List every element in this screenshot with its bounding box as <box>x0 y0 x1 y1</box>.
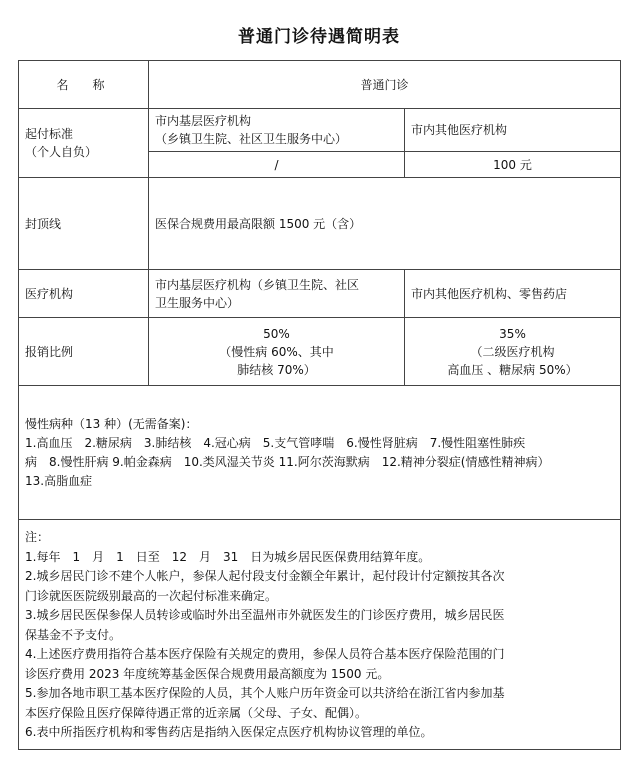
ratio-other-line3: 高血压 、糖尿病 50%） <box>447 362 578 377</box>
deductible-basic-value: / <box>274 157 279 172</box>
table-row-chronic <box>19 386 621 520</box>
institution-basic-line1: 市内基层医疗机构（乡镇卫生院、社区 <box>155 277 360 292</box>
note-item: 6.表中所指医疗机构和零售药店是指纳入医保定点医疗机构协议管理的单位。 <box>25 725 433 740</box>
deductible-label-line2: （个人自负） <box>25 145 98 159</box>
ratio-basic-cell <box>149 318 405 386</box>
header-plan-cell <box>149 61 621 109</box>
cap-label-cell <box>19 178 149 270</box>
deductible-basic-value-cell <box>149 152 405 178</box>
note-item: 3.城乡居民医保参保人员转诊或临时外出至温州市外就医发生的门诊医疗费用，城乡居民医 <box>25 608 505 623</box>
note-item: 4.上述医疗费用指符合基本医疗保险有关规定的费用，参保人员符合基本医疗保险范围的门 <box>25 647 505 662</box>
ratio-basic-line2: （慢性病 60%、其中 <box>219 344 334 359</box>
chronic-cell <box>19 386 621 520</box>
cap-value-cell <box>149 178 621 270</box>
note-item: 2.城乡居民门诊不建个人帐户，参保人起付段支付金额全年累计，起付段计付定额按其各次 <box>25 569 505 584</box>
cap-label: 封顶线 <box>25 216 62 231</box>
note-item: 5.参加各地市职工基本医疗保险的人员，其个人账户历年资金可以共济给在浙江省内参加基 <box>25 686 505 701</box>
ratio-other-line1: 35% <box>499 326 526 341</box>
table-row-ratio <box>19 318 621 386</box>
note-item: 诊医疗费用 2023 年度统筹基金医保合规费用最高额度为 1500 元。 <box>25 666 390 681</box>
deductible-other-value: 100 元 <box>493 157 532 172</box>
institution-other: 市内其他医疗机构、零售药店 <box>411 286 568 301</box>
deductible-basic-line1: 市内基层医疗机构 <box>155 114 252 128</box>
deductible-basic-cell <box>149 109 405 152</box>
chronic-heading: 慢性病种（13 种）(无需备案)： <box>25 416 198 431</box>
institution-label: 医疗机构 <box>25 286 74 301</box>
note-item: 保基金不予支付。 <box>25 627 122 642</box>
table-row-notes <box>19 520 621 750</box>
ratio-other-cell <box>405 318 621 386</box>
deductible-other-label: 市内其他医疗机构 <box>411 123 508 137</box>
institution-label-cell <box>19 270 149 318</box>
header-name-cell <box>19 61 149 109</box>
header-plan-label: 普通门诊 <box>360 77 409 92</box>
table-row-institution <box>19 270 621 318</box>
ratio-label-cell <box>19 318 149 386</box>
note-item: 1.每年 1 月 1 日至 12 月 31 日为城乡居民医保费用结算年度。 <box>25 549 431 564</box>
notes-heading: 注： <box>25 530 50 545</box>
table-row-cap <box>19 178 621 270</box>
ratio-other-line2: （二级医疗机构 <box>470 344 555 359</box>
chronic-line1: 1.高血压 2.糖尿病 3.肺结核 4.冠心病 5.支气管哮喘 6.慢性肾脏病 7.慢性阻塞性肺疾 <box>25 435 526 450</box>
header-name-label: 名 称 <box>56 77 111 92</box>
notes-cell <box>19 520 621 750</box>
ratio-basic-line1: 50% <box>263 326 290 341</box>
table-row-header <box>19 61 621 109</box>
chronic-line2: 病 8.慢性肝病 9.帕金森病 10.类风湿关节炎 11.阿尔茨海默病 12.精神分裂症(情感性精神病） <box>25 454 550 469</box>
chronic-line3: 13.高脂血症 <box>25 473 93 488</box>
deductible-other-cell <box>405 109 621 152</box>
table-row-deductible <box>19 109 621 152</box>
deductible-other-value-cell <box>405 152 621 178</box>
deductible-label-cell <box>19 109 149 178</box>
institution-basic-line2: 卫生服务中心） <box>155 295 240 310</box>
benefit-table <box>18 60 621 750</box>
note-item: 本医疗保险且医疗保障待遇正常的近亲属（父母、子女、配偶）。 <box>25 705 368 720</box>
ratio-label: 报销比例 <box>25 344 74 359</box>
page-title: 普通门诊待遇简明表 <box>238 27 400 47</box>
cap-value: 医保合规费用最高限额 1500 元（含） <box>155 216 362 231</box>
ratio-basic-line3: 肺结核 70%） <box>237 362 316 377</box>
note-item: 门诊就医医院级别最高的一次起付标准来确定。 <box>25 588 278 603</box>
institution-other-cell <box>405 270 621 318</box>
deductible-label-line1: 起付标准 <box>25 127 74 141</box>
institution-basic-cell <box>149 270 405 318</box>
deductible-basic-line2: （乡镇卫生院、社区卫生服务中心） <box>155 132 348 146</box>
